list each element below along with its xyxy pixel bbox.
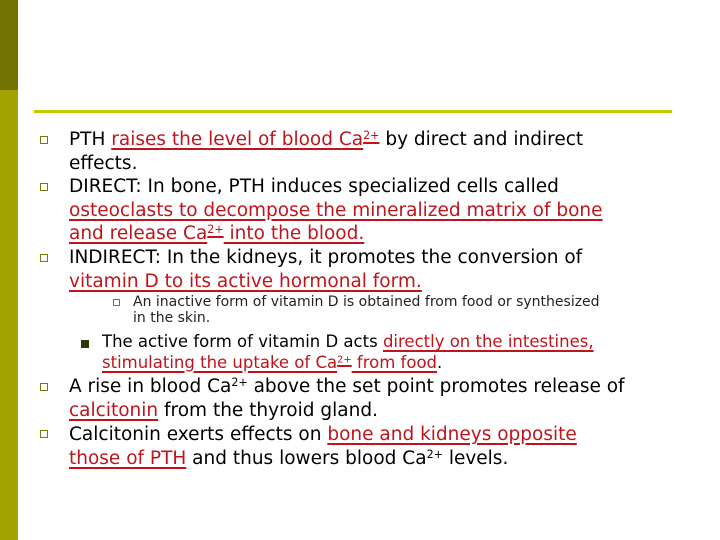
highlighted-phrase: from food	[351, 352, 438, 372]
bullet-icon	[40, 183, 48, 191]
text-line	[69, 152, 583, 176]
text-segment: 2+	[426, 447, 443, 461]
highlighted-phrase: stimulating the uptake of Ca	[102, 352, 338, 372]
bullet-text-2	[69, 175, 603, 246]
text-line	[69, 447, 577, 471]
bullet-text-3	[69, 246, 582, 293]
text-line	[69, 175, 603, 199]
text-line	[69, 270, 582, 294]
text-segment: and thus lowers blood Ca	[186, 447, 427, 469]
text-line	[69, 399, 625, 423]
highlighted-phrase: calcitonin	[69, 399, 159, 421]
bullet-icon	[40, 430, 48, 438]
text-segment: A rise in blood Ca	[69, 376, 232, 397]
bullet-icon	[40, 136, 48, 144]
highlighted-phrase: and release Ca	[69, 223, 208, 244]
bullet-icon	[40, 254, 48, 262]
highlighted-phrase: those of PTH	[69, 447, 187, 469]
highlighted-phrase: vitamin D to its active hormonal form.	[69, 270, 422, 292]
text-line	[69, 199, 603, 223]
text-line	[133, 310, 600, 326]
text-segment: levels.	[442, 447, 509, 469]
text-segment: DIRECT: In bone, PTH induces specialized cells called	[69, 176, 559, 197]
text-line	[69, 246, 582, 270]
text-line	[102, 353, 594, 374]
bullet-text-7	[69, 423, 577, 470]
bullet-text-6	[69, 375, 625, 422]
highlighted-phrase: 2+	[337, 354, 352, 366]
bullet-icon	[113, 299, 120, 306]
text-segment: The active form of vitamin D acts	[102, 332, 383, 351]
text-segment: An inactive form of vitamin D is obtained from food or synthesized	[133, 294, 600, 310]
text-segment: in the skin.	[133, 310, 211, 326]
text-line	[69, 375, 625, 399]
highlighted-phrase: 2+	[207, 222, 224, 236]
text-line	[133, 294, 600, 310]
highlighted-phrase: raises the level of blood Ca	[111, 129, 364, 150]
highlighted-phrase: osteoclasts to decompose the mineralized matrix of bone	[69, 199, 603, 221]
text-line	[69, 128, 583, 152]
bullet-icon	[40, 383, 48, 391]
text-segment: from the thyroid gland.	[158, 399, 378, 421]
text-segment: .	[437, 352, 443, 372]
text-line	[102, 332, 594, 353]
text-segment: INDIRECT: In the kidneys, it promotes the conversion of	[69, 247, 583, 268]
highlighted-phrase: bone and kidneys opposite	[327, 424, 577, 445]
bullet-text-4	[133, 294, 600, 326]
bullet-text-1	[69, 128, 583, 175]
highlighted-phrase: 2+	[363, 128, 380, 142]
text-segment: PTH	[69, 129, 112, 150]
text-segment: by direct and indirect	[379, 129, 584, 150]
text-segment: 2+	[231, 375, 248, 389]
text-segment: Calcitonin exerts effects on	[69, 424, 328, 445]
text-line	[69, 222, 603, 246]
highlighted-phrase: into the blood.	[223, 223, 365, 244]
bullet-text-5	[102, 332, 594, 373]
text-segment: above the set point promotes release of	[247, 376, 625, 397]
highlighted-phrase: directly on the intestines,	[382, 332, 594, 351]
text-segment: effects.	[69, 152, 138, 174]
text-line	[69, 423, 577, 447]
filled-bullet-icon	[81, 340, 89, 348]
